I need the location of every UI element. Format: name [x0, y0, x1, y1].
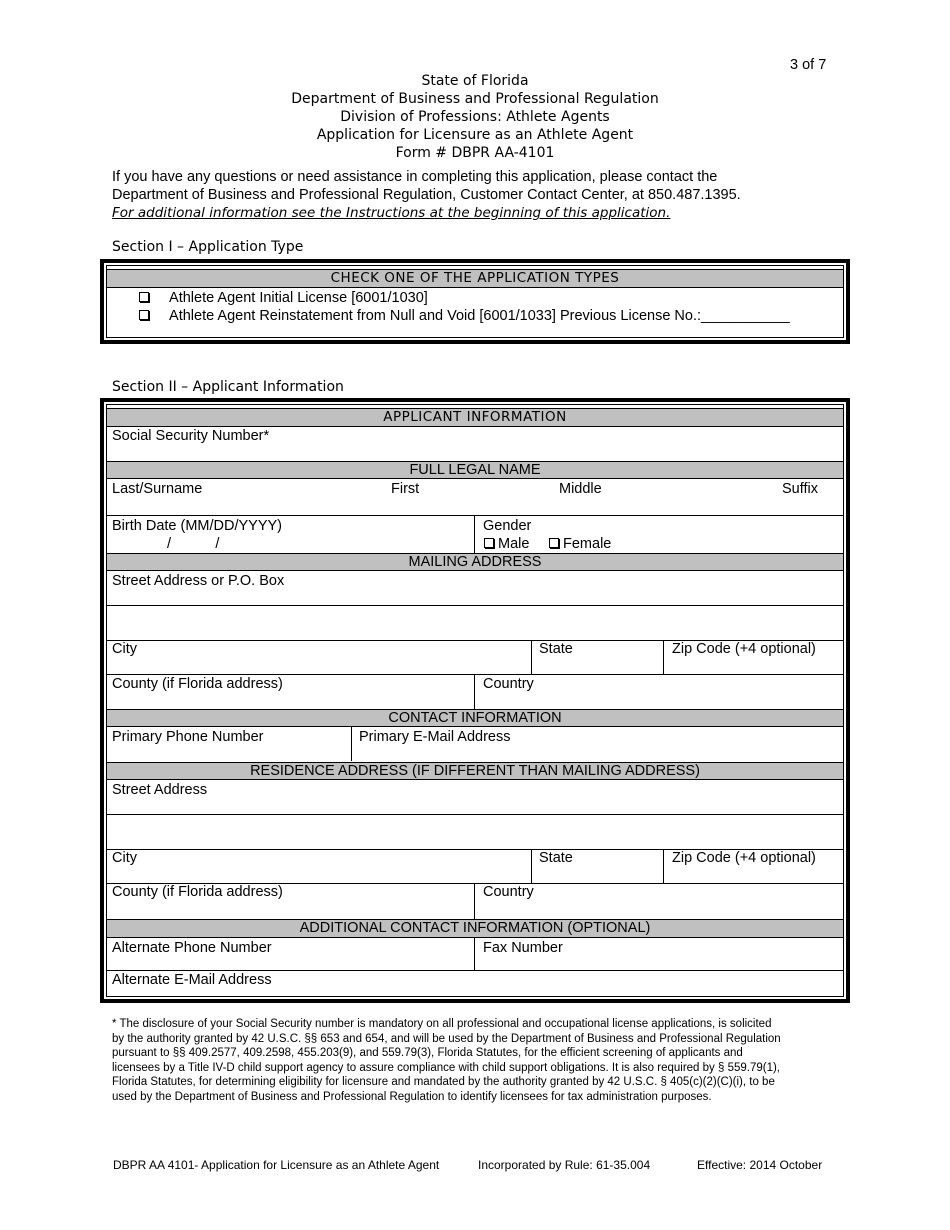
middle-name-field[interactable]: Middle	[559, 481, 602, 497]
footer-effective-date: Effective: 2014 October	[697, 1158, 823, 1172]
intro-text	[112, 168, 832, 222]
applicant-information-bar: APPLICANT INFORMATION	[107, 408, 843, 427]
full-legal-name-bar: FULL LEGAL NAME	[107, 461, 843, 479]
page-number: 3 of 7	[790, 57, 827, 73]
header-department: Department of Business and Professional Regulation	[291, 91, 659, 107]
gender-label: Gender	[483, 518, 532, 534]
footnote-line: by the authority granted by 42 U.S.C. §§ 653 and 654, and will be used by the Department of Business and Professional Regulation	[112, 1032, 781, 1045]
gender-female-option[interactable]	[549, 536, 611, 553]
residence-street-field[interactable]: Street Address	[112, 782, 208, 798]
header-division: Division of Professions: Athlete Agents	[340, 109, 610, 125]
divider	[107, 970, 843, 971]
header-state: State of Florida	[421, 73, 529, 89]
suffix-field[interactable]: Suffix	[782, 481, 819, 497]
residence-zip-field[interactable]: Zip Code (+4 optional)	[672, 850, 816, 866]
residence-address-bar: RESIDENCE ADDRESS (IF DIFFERENT THAN MAILING ADDRESS)	[107, 762, 843, 780]
section-1-inner	[106, 265, 844, 338]
footnote-line: * The disclosure of your Social Security number is mandatory on all professional and occupational license applications, is solicited	[112, 1018, 772, 1030]
last-name-field[interactable]: Last/Surname	[112, 481, 203, 497]
birth-date-field[interactable]: Birth Date (MM/DD/YYYY)	[112, 518, 282, 534]
mailing-zip-field[interactable]: Zip Code (+4 optional)	[672, 641, 816, 657]
divider	[474, 938, 475, 970]
section-2-heading: Section II – Applicant Information	[112, 379, 344, 395]
birth-date-slashes: / /	[167, 536, 220, 552]
divider	[663, 640, 664, 674]
section-2-inner	[106, 404, 844, 997]
residence-state-field[interactable]: State	[539, 850, 573, 866]
intro-line-1: If you have any questions or need assistance in completing this application, please contact the	[112, 169, 718, 185]
divider	[663, 849, 664, 883]
additional-contact-bar: ADDITIONAL CONTACT INFORMATION (OPTIONAL)	[107, 919, 843, 938]
mailing-street-field[interactable]: Street Address or P.O. Box	[112, 573, 285, 589]
mailing-state-field[interactable]: State	[539, 641, 573, 657]
residence-county-field[interactable]: County (if Florida address)	[112, 884, 283, 900]
primary-email-field[interactable]: Primary E-Mail Address	[359, 729, 511, 745]
section-2-frame	[100, 398, 850, 1003]
divider	[107, 674, 843, 675]
footnote-line: pursuant to §§ 409.2577, 409.2598, 455.203(9), and 559.79(3), Florida Statutes, for the efficient screening of applicants and	[112, 1047, 743, 1059]
divider	[107, 605, 843, 606]
divider	[107, 814, 843, 815]
checkbox-icon[interactable]	[484, 538, 494, 548]
mailing-city-field[interactable]: City	[112, 641, 137, 657]
first-name-field[interactable]: First	[391, 481, 420, 497]
divider	[351, 727, 352, 761]
section-1-frame	[100, 259, 850, 344]
mailing-county-field[interactable]: County (if Florida address)	[112, 676, 283, 692]
option-reinstatement[interactable]	[139, 308, 790, 325]
alternate-phone-field[interactable]: Alternate Phone Number	[112, 940, 272, 956]
header-application-title: Application for Licensure as an Athlete Agent	[316, 127, 634, 143]
ssn-disclosure-footnote	[112, 1017, 840, 1104]
contact-information-bar: CONTACT INFORMATION	[107, 709, 843, 727]
divider	[474, 674, 475, 709]
footer-rule: Incorporated by Rule: 61-35.004	[478, 1158, 651, 1172]
header-form-number: Form # DBPR AA-4101	[395, 145, 555, 161]
primary-phone-field[interactable]: Primary Phone Number	[112, 729, 264, 745]
male-label: Male	[498, 536, 530, 552]
divider	[474, 515, 475, 553]
checkbox-icon[interactable]	[549, 538, 559, 548]
fax-number-field[interactable]: Fax Number	[483, 940, 563, 956]
ssn-field[interactable]: Social Security Number*	[112, 428, 270, 444]
divider	[531, 640, 532, 674]
intro-instructions-link[interactable]: For additional information see the Instructions at the beginning of this application.	[112, 205, 671, 221]
mailing-country-field[interactable]: Country	[483, 676, 534, 692]
female-label: Female	[563, 536, 612, 552]
gender-male-option[interactable]	[484, 536, 529, 553]
divider	[474, 883, 475, 919]
alternate-email-field[interactable]: Alternate E-Mail Address	[112, 972, 272, 988]
mailing-address-bar: MAILING ADDRESS	[107, 553, 843, 571]
footnote-line: Florida Statutes, for determining eligibility for licensure and mandated by the authority granted by 42 U.S.C. § 405(c)(2)(C)(i), to be	[112, 1076, 775, 1088]
option-initial-license-label: Athlete Agent Initial License [6001/1030]	[169, 290, 428, 306]
checkbox-icon[interactable]	[139, 292, 149, 302]
checkbox-icon[interactable]	[139, 310, 149, 320]
form-header	[0, 72, 950, 162]
application-types-bar: CHECK ONE OF THE APPLICATION TYPES	[107, 269, 843, 288]
residence-city-field[interactable]: City	[112, 850, 137, 866]
option-reinstatement-label: Athlete Agent Reinstatement from Null and Void [6001/1033] Previous License No.:___________	[169, 308, 790, 324]
footnote-line: used by the Department of Business and Professional Regulation to identify licensees for tax administration purposes.	[112, 1090, 712, 1103]
divider	[531, 849, 532, 883]
footnote-line: licensees by a Title IV-D child support agency to assure compliance with child support obligations. It is also required by § 559.79(1),	[112, 1061, 780, 1074]
section-1-heading: Section I – Application Type	[112, 239, 304, 255]
residence-country-field[interactable]: Country	[483, 884, 534, 900]
option-initial-license[interactable]	[139, 290, 428, 307]
divider	[107, 515, 843, 516]
intro-line-2: Department of Business and Professional Regulation, Customer Contact Center, at 850.487.1395.	[112, 187, 741, 203]
footer-form-name: DBPR AA 4101- Application for Licensure as an Athlete Agent	[113, 1158, 440, 1172]
